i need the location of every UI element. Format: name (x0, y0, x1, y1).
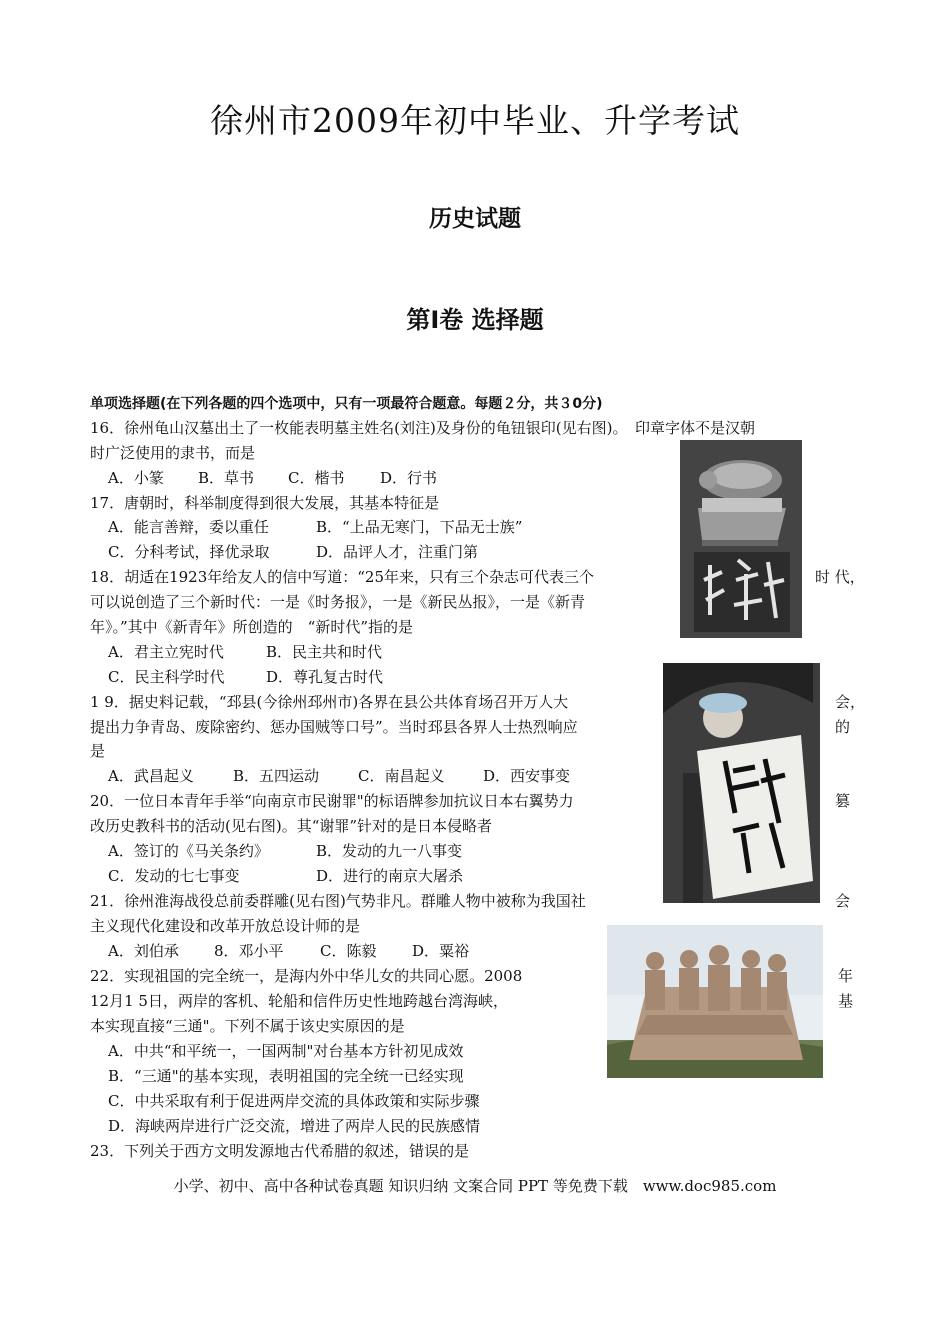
question-19-line-2: 提出力争青岛、废除密约、惩办国贼等口号”。当时邳县各界人士热烈响应 (90, 718, 578, 736)
question-17-options-row-1 (108, 517, 522, 537)
option-d: D．西安事变 (483, 767, 571, 785)
question-19-line-3: 是 (90, 742, 106, 760)
option-b: 8．邓小平 (214, 942, 284, 960)
option-b: B．民主共和时代 (266, 643, 383, 661)
page-title: 徐州市2009年初中毕业、升学考试 (210, 101, 740, 140)
subject-title: 历史试题 (429, 206, 521, 232)
question-19-options (108, 766, 570, 786)
option-c: C．民主科学时代 (108, 668, 225, 686)
question-21-line-1-end: 会 (835, 892, 851, 910)
option-c: C．陈毅 (320, 942, 377, 960)
question-19-line-2-end: 的 (835, 718, 851, 736)
question-22-line-1-end: 年 (838, 967, 854, 985)
option-d: D．粟裕 (412, 942, 470, 960)
question-18-line-1-end: 时 代， (815, 568, 865, 586)
question-18-line-2: 可以说创造了三个新时代：一是《时务报》，一是《新民丛报》，一是《新青 (90, 593, 586, 611)
question-18-line-3: 年》。”其中《新青年》所创造的 “新时代”指的是 (90, 618, 414, 636)
question-19-line-1-end: 会， (835, 693, 866, 711)
option-c: C．南昌起义 (358, 767, 445, 785)
section-title: 第Ⅰ卷 选择题 (406, 306, 544, 334)
question-22-option-a: A．中共“和平统一，一国两制"对台基本方针初见成效 (108, 1042, 464, 1060)
option-c: C．楷书 (288, 469, 345, 487)
instructions: 单项选择题(在下列各题的四个选项中，只有一项最符合题意。每题２分，共３0分) (90, 396, 603, 412)
question-18-options-row-1 (108, 642, 382, 662)
option-d: D．进行的南京大屠杀 (316, 867, 464, 885)
question-22-line-3: 本实现直接“三通"。下列不属于该史实原因的是 (90, 1017, 405, 1035)
option-a: A．能言善辩，委以重任 (108, 518, 269, 536)
question-18-line-1: 18．胡适在1923年给友人的信中写道：“25年来，只有三个杂志可代表三个 (90, 568, 595, 586)
option-b: B．发动的九一八事变 (316, 842, 463, 860)
question-21-options (108, 941, 469, 961)
option-c: C．发动的七七事变 (108, 867, 240, 885)
option-a: A．刘伯承 (108, 942, 179, 960)
question-16-line-2: 时广泛使用的隶书，而是 (90, 444, 256, 462)
option-b: B．“上品无寒门，下品无士族” (316, 518, 523, 536)
question-16-line-1: 16．徐州龟山汉墓出土了一枚能表明墓主姓名(刘注)及身份的龟钮银印(见右图)。 印章字体不是汉朝 (90, 419, 755, 437)
question-20-line-1: 20．一位日本青年手举“向南京市民谢罪"的标语牌参加抗议日本右翼势力 (90, 792, 574, 810)
question-22-option-b: B．“三通"的基本实现，表明祖国的完全统一已经实现 (108, 1067, 464, 1085)
question-17-line-1: 17．唐朝时，科举制度得到很大发展，其基本特征是 (90, 494, 440, 512)
option-d: D．尊孔复古时代 (266, 668, 384, 686)
question-21-line-2: 主义现代化建设和改革开放总设计师的是 (90, 917, 361, 935)
question-23-line-1: 23．下列关于西方文明发源地古代希腊的叙述，错误的是 (90, 1142, 470, 1160)
option-b: B．草书 (198, 469, 255, 487)
question-19-line-1: 1 9．据史料记载，“邳县(今徐州邳州市)各界在县公共体育场召开万人大 (90, 693, 569, 711)
question-20-options-row-2 (108, 866, 463, 886)
question-22-line-2: 12月1 5日，两岸的客机、轮船和信件历史性地跨越台湾海峡， (90, 992, 508, 1010)
question-20-options-row-1 (108, 841, 462, 861)
question-22-option-c: C．中共采取有利于促进两岸交流的具体政策和实际步骤 (108, 1092, 480, 1110)
option-a: A．小篆 (108, 469, 164, 487)
question-20-line-2: 改历史教科书的活动(见右图)。其“谢罪”针对的是日本侵略者 (90, 817, 493, 835)
question-22-line-2-end: 基 (838, 992, 854, 1010)
question-21-line-1: 21．徐州淮海战役总前委群雕(见右图)气势非凡。群雕人物中被称为我国社 (90, 892, 586, 910)
option-a: A．君主立宪时代 (108, 643, 224, 661)
option-d: D．品评人才，注重门第 (316, 543, 479, 561)
statue-group-photo (607, 925, 823, 1078)
footer-text: 小学、初中、高中各种试卷真题 知识归纳 文案合同 PPT 等免费下载 www.doc985.com (173, 1177, 777, 1195)
option-b: B．五四运动 (233, 767, 320, 785)
option-c: C．分科考试，择优录取 (108, 543, 270, 561)
question-18-options-row-2 (108, 667, 383, 687)
turtle-seal-photo (680, 440, 802, 638)
question-22-option-d: D．海峡两岸进行广泛交流，增进了两岸人民的民族感情 (108, 1117, 481, 1135)
question-17-options-row-2 (108, 542, 478, 562)
option-a: A．签订的《马关条约》 (108, 842, 269, 860)
protest-photo (663, 663, 820, 903)
question-20-line-1-end: 篡 (835, 792, 851, 810)
option-a: A．武昌起义 (108, 767, 194, 785)
option-d: D．行书 (380, 469, 438, 487)
question-16-options (108, 468, 437, 488)
question-22-line-1: 22．实现祖国的完全统一，是海内外中华儿女的共同心愿。2008 (90, 967, 523, 985)
